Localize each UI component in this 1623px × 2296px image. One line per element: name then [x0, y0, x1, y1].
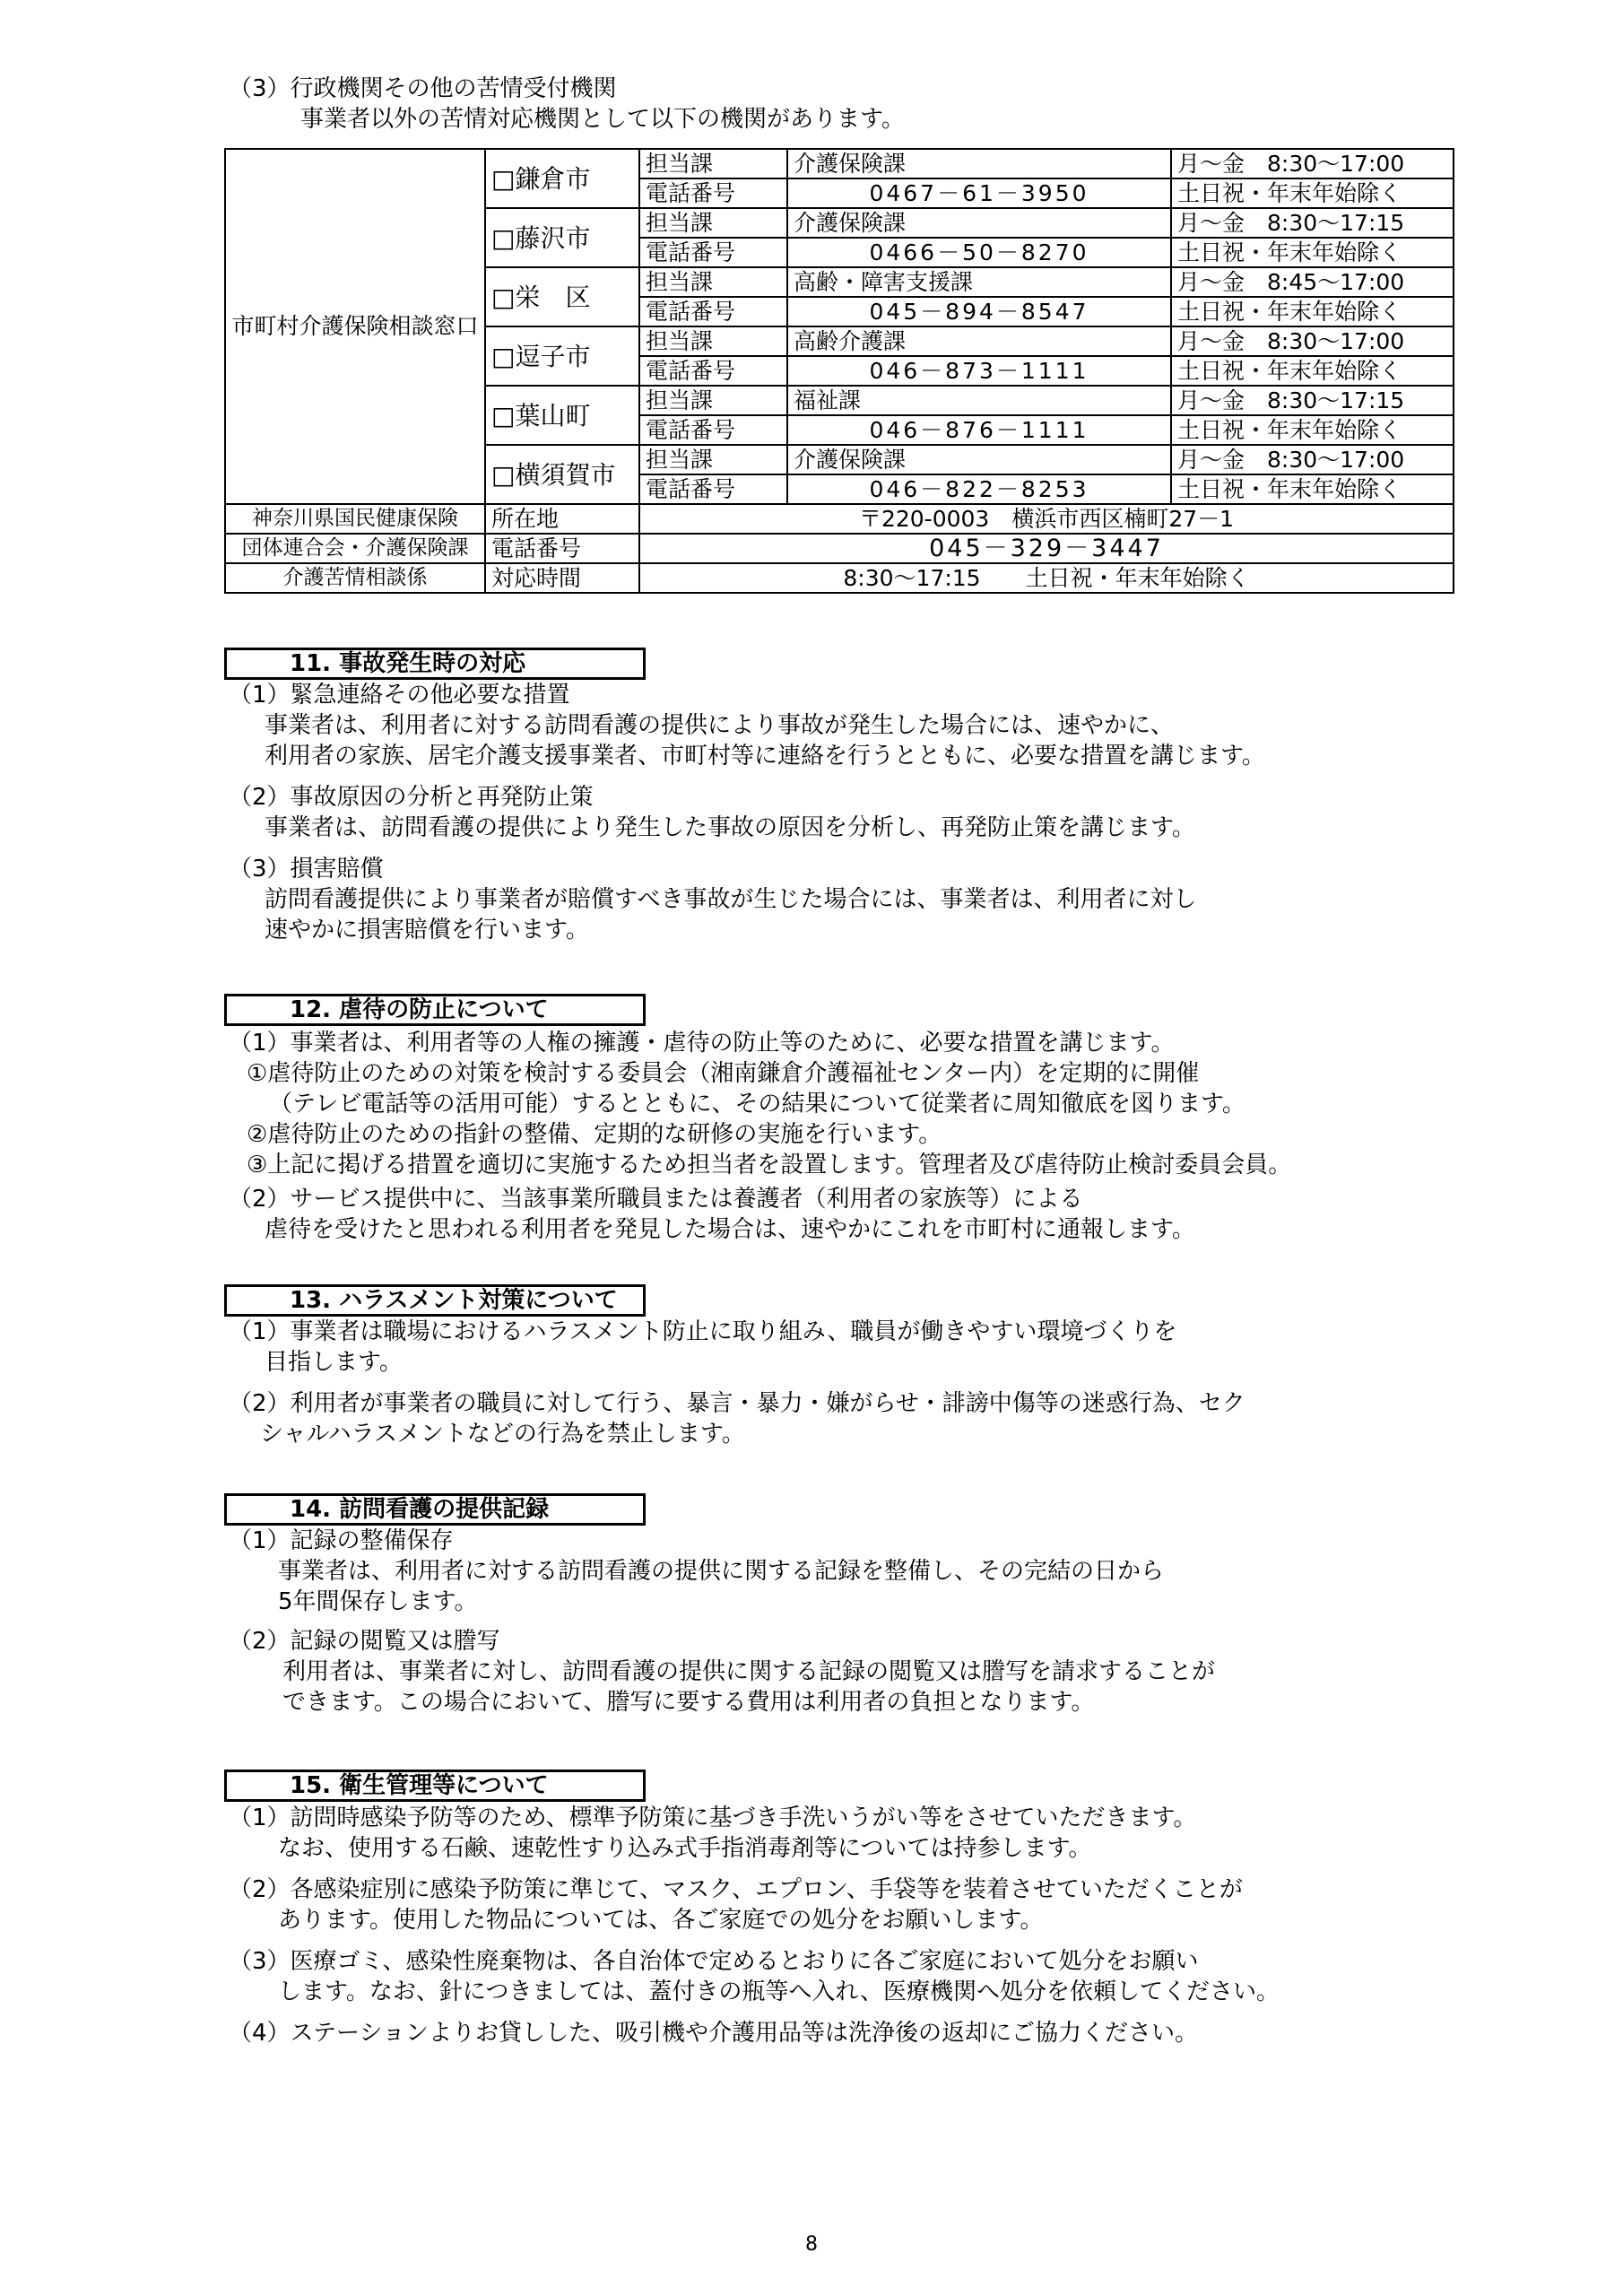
- dept-name: 高齢介護課: [787, 326, 1171, 356]
- city-name: □葉山町: [485, 386, 639, 445]
- hours-label: 対応時間: [485, 563, 639, 593]
- address-label: 所在地: [485, 504, 639, 534]
- paragraph-line: （1）訪問時感染予防等のため、標準予防策に基づき手洗いうがい等をさせていただきます。: [229, 1805, 1197, 1831]
- paragraph-line: 利用者は、事業者に対し、訪問看護の提供に関する記録の閲覧又は謄写を請求することが: [282, 1658, 1216, 1685]
- paragraph-line: 速やかに損害賠償を行います。: [265, 917, 589, 944]
- dept-name: 介護保険課: [787, 149, 1171, 178]
- paragraph-line: あります。使用した物品については、各ご家庭での処分をお願いします。: [278, 1907, 1044, 1934]
- office-hours: 月～金 8:30～17:15: [1171, 386, 1454, 415]
- sub-title: （2）記録の閲覧又は謄写: [229, 1628, 500, 1655]
- dept-label: 担当課: [639, 208, 787, 238]
- paragraph: 事業者以外の苦情対応機関として以下の機関があります。: [300, 106, 905, 133]
- municipal-desk-label: 市町村介護保険相談窓口: [225, 149, 485, 504]
- table-row: [225, 534, 1454, 563]
- tel-label: 電話番号: [639, 415, 787, 445]
- paragraph-line: （4）ステーションよりお貸しした、吸引機や介護用品等は洗浄後の返却にご協力ください。: [229, 2020, 1198, 2047]
- dept-name: 介護保険課: [787, 445, 1171, 474]
- city-name: □逗子市: [485, 326, 639, 386]
- phone-number: 0467－61－3950: [787, 178, 1171, 208]
- page-number: 8: [805, 2233, 818, 2256]
- office-hours: 月～金 8:30～17:00: [1171, 326, 1454, 356]
- sub-title: （3）行政機関その他の苦情受付機関: [229, 75, 617, 102]
- paragraph-line: 訪問看護提供により事業者が賠償すべき事故が生じた場合には、事業者は、利用者に対し: [265, 886, 1197, 913]
- phone-number: 046－873－1111: [787, 356, 1171, 386]
- tel-label: 電話番号: [639, 474, 787, 504]
- city-name: □横須賀市: [485, 445, 639, 504]
- prefecture-org-line3: 介護苦情相談係: [225, 563, 485, 593]
- dept-label: 担当課: [639, 326, 787, 356]
- paragraph-line: 虐待を受けたと思われる利用者を発見した場合は、速やかにこれを市町村に通報します。: [265, 1216, 1195, 1243]
- dept-label: 担当課: [639, 267, 787, 297]
- closed-days: 土日祝・年末年始除く: [1171, 356, 1454, 386]
- paragraph-line: 5年間保存します。: [278, 1588, 478, 1615]
- closed-days: 土日祝・年末年始除く: [1171, 178, 1454, 208]
- office-hours: 月～金 8:30～17:00: [1171, 445, 1454, 474]
- phone-number: 046－822－8253: [787, 474, 1171, 504]
- tel-label: 電話番号: [485, 534, 639, 563]
- city-name: □鎌倉市: [485, 149, 639, 208]
- office-hours: 月～金 8:45～17:00: [1171, 267, 1454, 297]
- phone-number: 045－894－8547: [787, 297, 1171, 326]
- paragraph-line: （テレビ電話等の活用可能）するとともに、その結果について従業者に周知徹底を図ります。: [269, 1091, 1245, 1118]
- paragraph-line: シャルハラスメントなどの行為を禁止します。: [260, 1421, 745, 1448]
- tel-label: 電話番号: [639, 297, 787, 326]
- sub-title: （2）事故原因の分析と再発防止策: [229, 784, 594, 811]
- sub-title: （1）記録の整備保存: [229, 1527, 454, 1554]
- dept-name: 介護保険課: [787, 208, 1171, 238]
- paragraph-line: できます。この場合において、謄写に要する費用は利用者の負担となります。: [282, 1689, 1095, 1716]
- paragraph-line: （1）事業者は職場におけるハラスメント防止に取り組み、職員が働きやすい環境づくりを: [229, 1318, 1177, 1345]
- closed-days: 土日祝・年末年始除く: [1171, 238, 1454, 267]
- paragraph-line: （2）サービス提供中に、当該事業所職員または養護者（利用者の家族等）による: [229, 1186, 1083, 1213]
- paragraph-line: 事業者は、利用者に対する訪問看護の提供に関する記録を整備し、その完結の日から: [278, 1558, 1165, 1585]
- office-hours: 月～金 8:30～17:00: [1171, 149, 1454, 178]
- office-hours: 8:30～17:15 土日祝・年末年始除く: [639, 563, 1454, 593]
- paragraph-line: 目指します。: [265, 1349, 403, 1376]
- paragraph-line: なお、使用する石鹸、速乾性すり込み式手指消毒剤等については持参します。: [278, 1835, 1092, 1862]
- phone-number: 0466－50－8270: [787, 238, 1171, 267]
- prefecture-org-line1: 神奈川県国民健康保険: [225, 504, 485, 534]
- city-name: □藤沢市: [485, 208, 639, 267]
- section-heading: 14. 訪問看護の提供記録: [224, 1493, 646, 1526]
- dept-name: 福祉課: [787, 386, 1171, 415]
- phone-number: 046－876－1111: [787, 415, 1171, 445]
- dept-label: 担当課: [639, 386, 787, 415]
- dept-label: 担当課: [639, 445, 787, 474]
- tel-label: 電話番号: [639, 178, 787, 208]
- dept-name: 高齢・障害支援課: [787, 267, 1171, 297]
- paragraph-line: 事業者は、訪問看護の提供により発生した事故の原因を分析し、再発防止策を講じます。: [265, 814, 1195, 841]
- closed-days: 土日祝・年末年始除く: [1171, 297, 1454, 326]
- paragraph-line: （2）各感染症別に感染予防策に準じて、マスク、エプロン、手袋等を装着させていただくことが: [229, 1876, 1243, 1903]
- sub-title: （1）緊急連絡その他必要な措置: [229, 682, 570, 709]
- address: 〒220-0003 横浜市西区楠町27－1: [639, 504, 1454, 534]
- paragraph-line: 利用者の家族、居宅介護支援事業者、市町村等に連絡を行うとともに、必要な措置を講じます。: [265, 743, 1265, 770]
- paragraph-line: ③上記に掲げる措置を適切に実施するため担当者を設置します。管理者及び虐待防止検討委員会員。: [247, 1152, 1292, 1178]
- paragraph-line: （3）医療ゴミ、感染性廃棄物は、各自治体で定めるとおりに各ご家庭において処分をお願い: [229, 1948, 1199, 1975]
- paragraph-line: ②虐待防止のための指針の整備、定期的な研修の実施を行います。: [247, 1121, 942, 1148]
- tel-label: 電話番号: [639, 356, 787, 386]
- section-heading: 12. 虐待の防止について: [224, 994, 646, 1026]
- table-row: [225, 563, 1454, 593]
- paragraph-line: します。なお、針につきましては、蓋付きの瓶等へ入れ、医療機関へ処分を依頼してください。: [278, 1979, 1280, 2005]
- phone-number: 045－329－3447: [639, 534, 1454, 563]
- section-heading: 15. 衛生管理等について: [224, 1770, 646, 1802]
- closed-days: 土日祝・年末年始除く: [1171, 415, 1454, 445]
- complaint-agencies-table: [224, 148, 1454, 594]
- paragraph-line: （2）利用者が事業者の職員に対して行う、暴言・暴力・嫌がらせ・誹謗中傷等の迷惑行為、セク: [229, 1390, 1245, 1417]
- city-name: □栄 区: [485, 267, 639, 326]
- dept-label: 担当課: [639, 149, 787, 178]
- office-hours: 月～金 8:30～17:15: [1171, 208, 1454, 238]
- prefecture-org-line2: 団体連合会・介護保険課: [225, 534, 485, 563]
- paragraph-line: （1）事業者は、利用者等の人権の擁護・虐待の防止等のために、必要な措置を講じます。: [229, 1030, 1175, 1057]
- closed-days: 土日祝・年末年始除く: [1171, 474, 1454, 504]
- paragraph-line: 事業者は、利用者に対する訪問看護の提供により事故が発生した場合には、速やかに、: [265, 712, 1175, 739]
- tel-label: 電話番号: [639, 238, 787, 267]
- sub-title: （3）損害賠償: [229, 856, 384, 883]
- section-heading: 11. 事故発生時の対応: [224, 648, 646, 680]
- table-row: [225, 504, 1454, 534]
- paragraph-line: ①虐待防止のための対策を検討する委員会（湘南鎌倉介護福祉センター内）を定期的に開催: [247, 1060, 1200, 1087]
- section-heading: 13. ハラスメント対策について: [224, 1284, 646, 1317]
- table-row: [225, 149, 1454, 178]
